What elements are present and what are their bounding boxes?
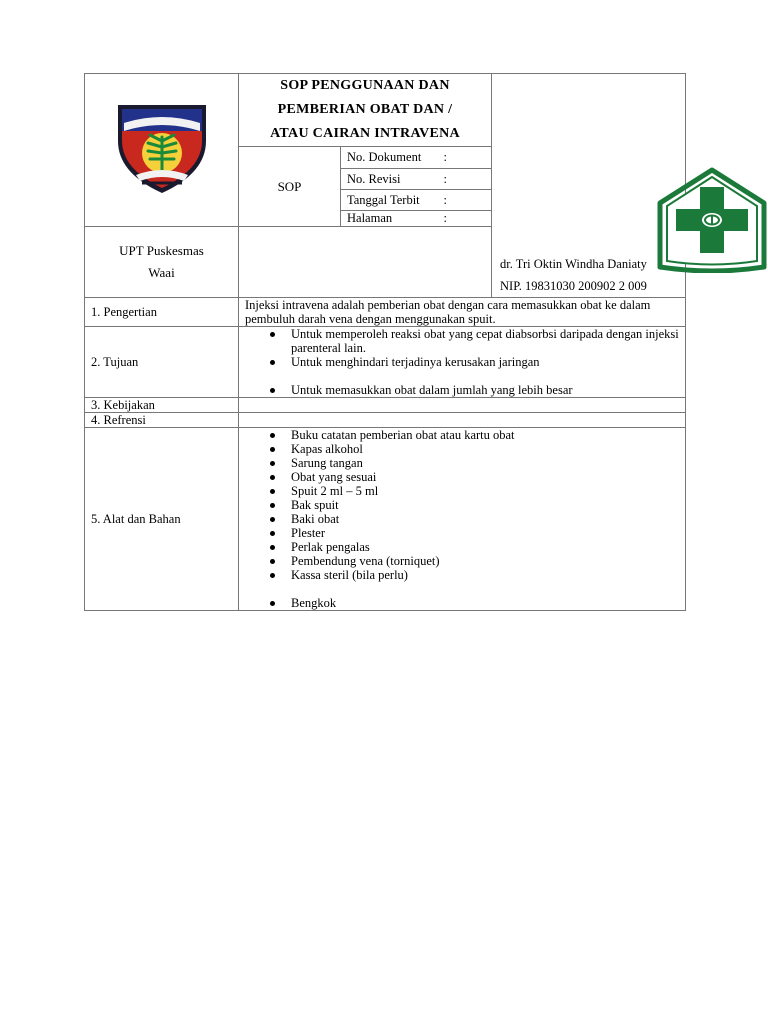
list-item: Spuit 2 ml – 5 ml (239, 484, 681, 498)
signer-name: dr. Tri Oktin Windha Daniaty (500, 257, 647, 271)
list-item: Baki obat (239, 512, 681, 526)
sop-table (84, 73, 686, 611)
title-line-1: SOP PENGGUNAAN DAN (280, 78, 450, 93)
signer-nip: NIP. 19831030 200902 2 009 (500, 279, 647, 293)
title-line-2: PEMBERIAN OBAT DAN / (277, 102, 453, 117)
list-item: Untuk memasukkan obat dalam jumlah yang lebih besar (239, 383, 681, 397)
list-item: Pembendung vena (torniquet) (239, 554, 681, 568)
refrensi-label: 4. Refrensi (85, 413, 239, 428)
list-item: Buku catatan pemberian obat atau kartu obat (239, 428, 681, 442)
sop-label: SOP (239, 147, 341, 227)
alat-list (239, 428, 681, 610)
sop-document (84, 73, 685, 611)
meta-revisi: No. Revisi : (341, 168, 491, 189)
list-item: Untuk memperoleh reaksi obat yang cepat diabsorbsi daripada dengan injeksi parenteral lain. (239, 327, 681, 355)
alat-content (239, 428, 686, 611)
alat-label: 5. Alat dan Bahan (85, 428, 239, 611)
puskesmas-logo-icon (656, 167, 768, 273)
title-line-3: ATAU CAIRAN INTRAVENA (270, 126, 460, 141)
list-item: Untuk menghindari terjadinya kerusakan jaringan (239, 355, 681, 369)
list-item: Kassa steril (bila perlu) (239, 568, 681, 582)
list-item: Plester (239, 526, 681, 540)
list-item: Bak spuit (239, 498, 681, 512)
pengertian-label: 1. Pengertian (85, 298, 239, 327)
refrensi-content (239, 413, 686, 428)
org-empty-cell (239, 227, 492, 298)
logo-cell (85, 74, 239, 227)
list-item: Perlak pengalas (239, 540, 681, 554)
meta-tanggal-terbit: Tanggal Terbit : (341, 189, 491, 210)
pengertian-text: Injeksi intravena adalah pemberian obat dengan cara memasukkan obat ke dalam pembuluh darah vena dengan menggunakan spuit. (239, 298, 686, 327)
tujuan-content (239, 327, 686, 398)
org-line-1: UPT Puskesmas (119, 243, 204, 258)
kebijakan-label: 3. Kebijakan (85, 398, 239, 413)
meta-dokument: No. Dokument : (341, 147, 491, 168)
meta-cell (341, 147, 492, 227)
list-item: Obat yang sesuai (239, 470, 681, 484)
meta-halaman: Halaman : (341, 210, 491, 226)
tujuan-label: 2. Tujuan (85, 327, 239, 398)
list-item: Sarung tangan (239, 456, 681, 470)
tujuan-list (239, 327, 681, 397)
org-name-cell (85, 227, 239, 298)
document-title (239, 74, 492, 147)
list-item: Kapas alkohol (239, 442, 681, 456)
kebijakan-content (239, 398, 686, 413)
org-line-2: Waai (148, 265, 175, 280)
kabupaten-shield-icon (112, 101, 212, 197)
list-item: Bengkok (239, 596, 681, 610)
